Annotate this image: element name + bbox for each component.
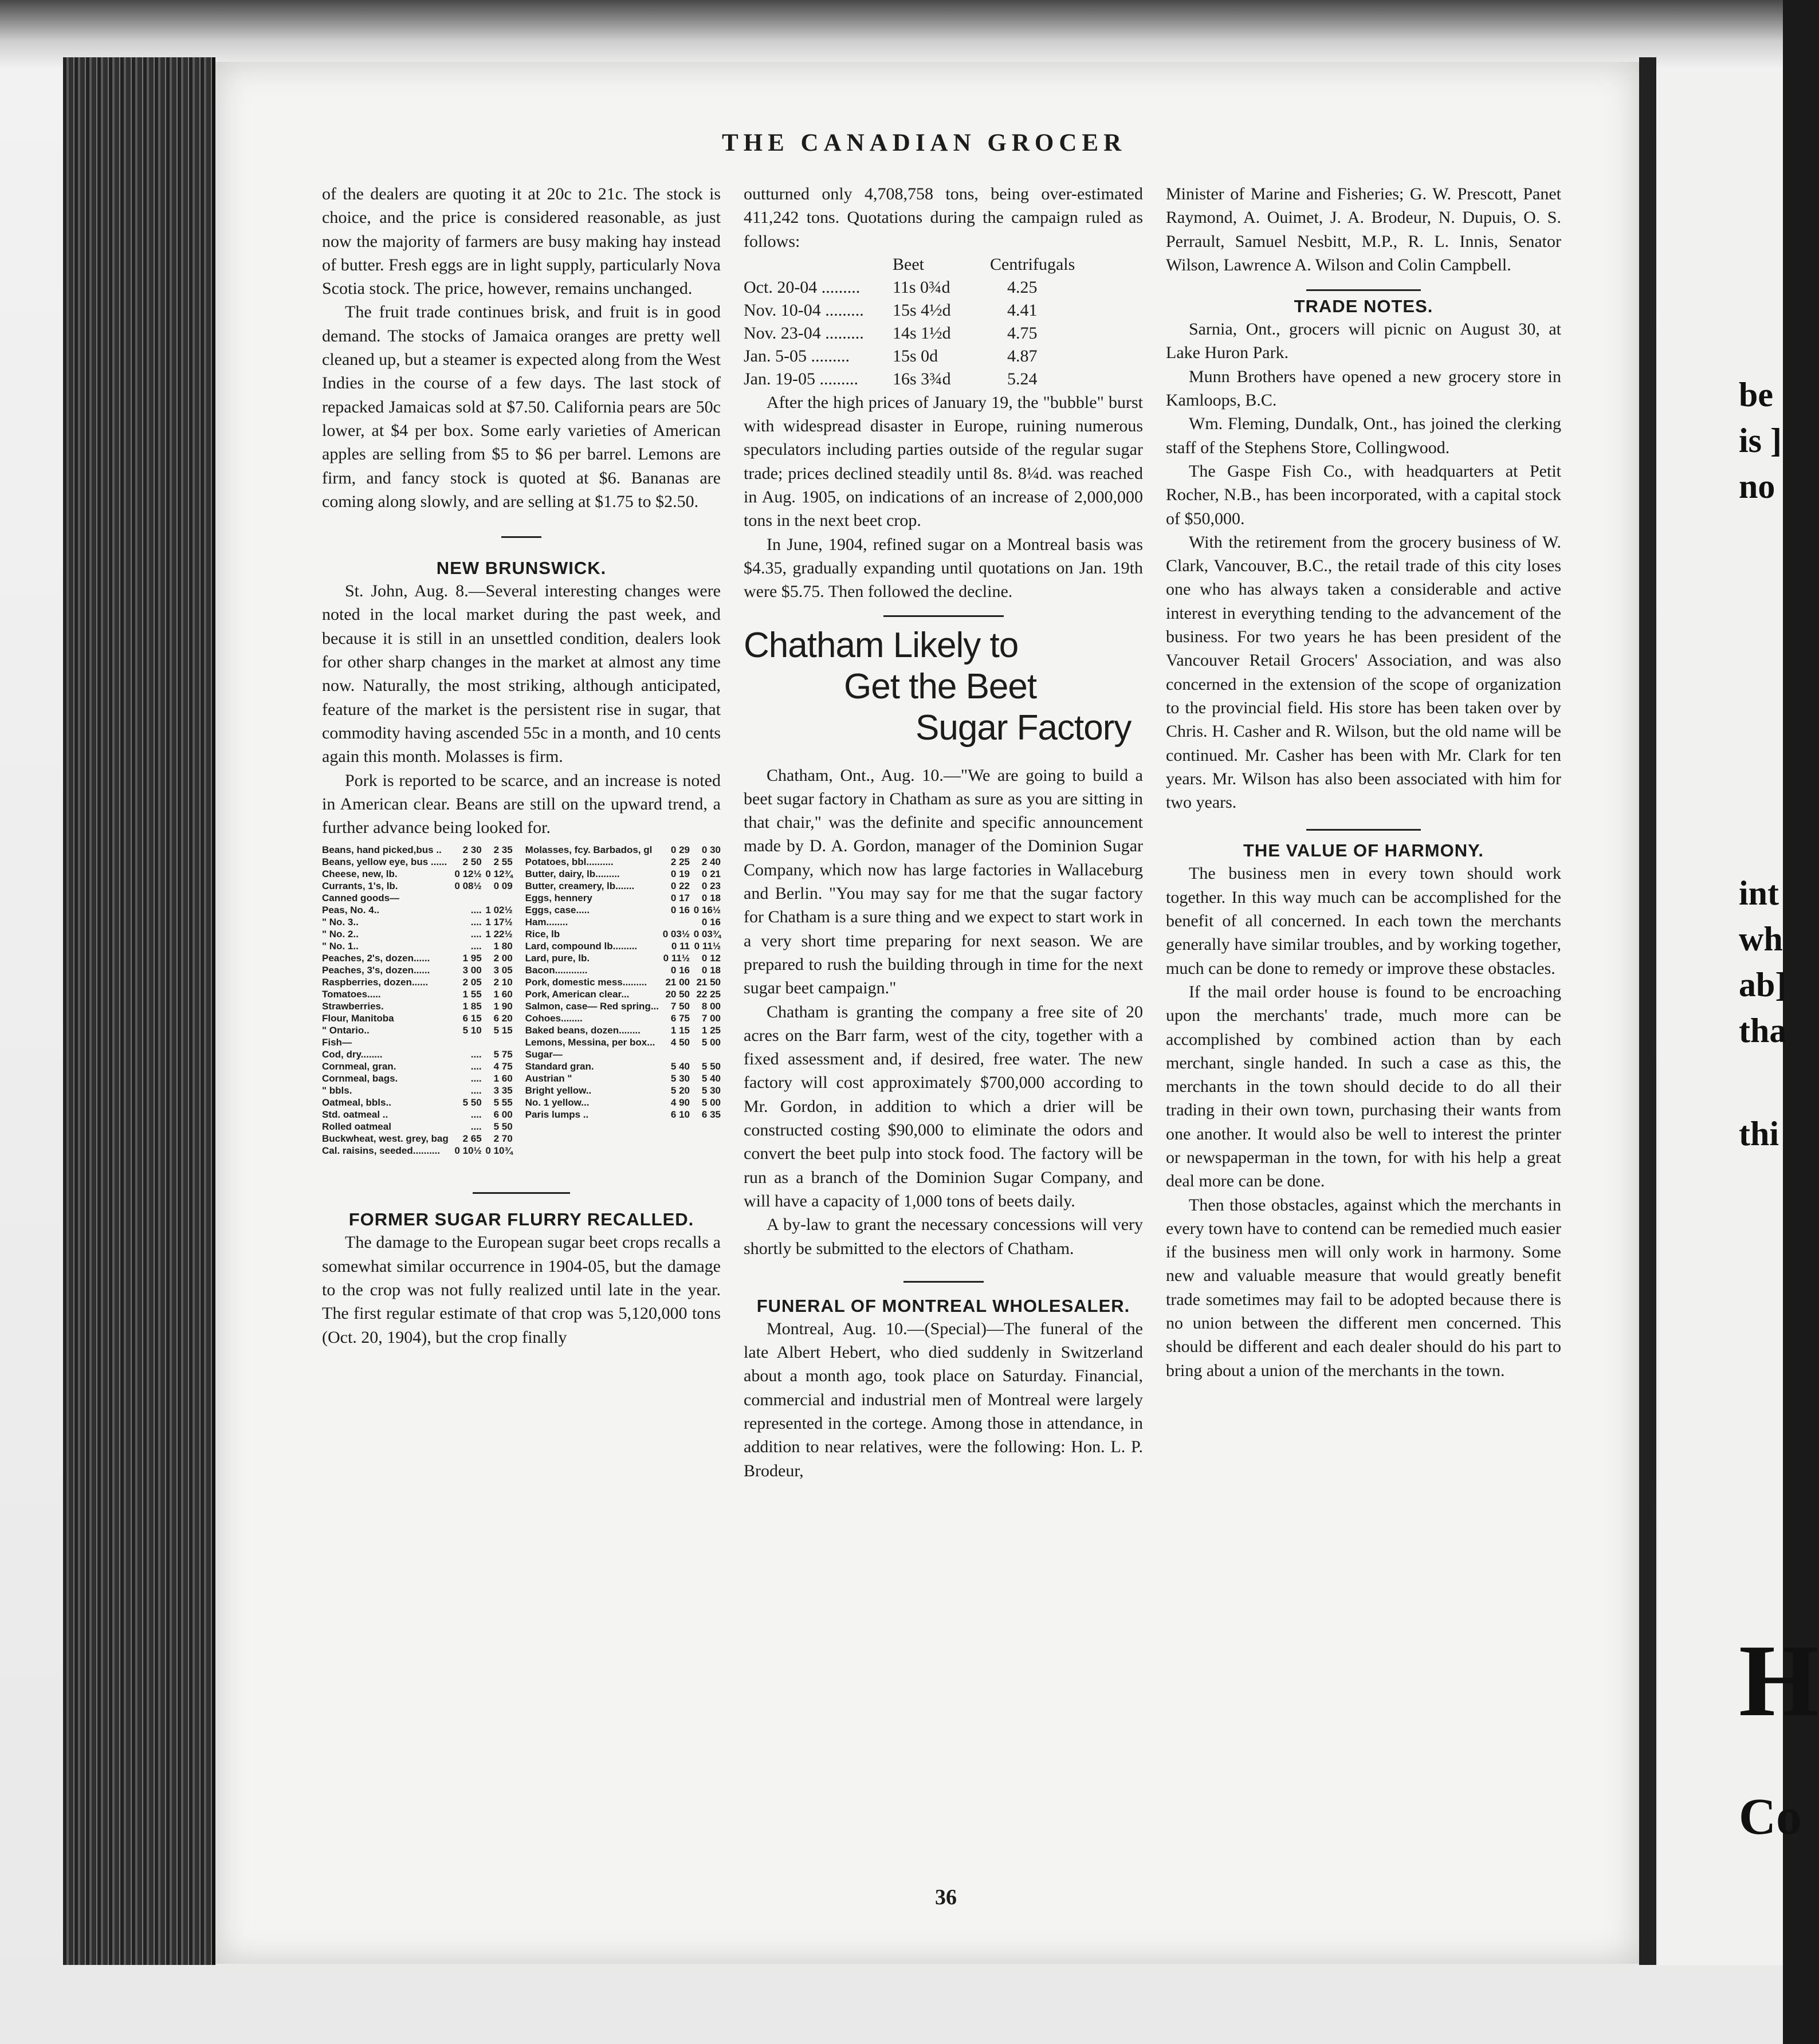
price-item-name: Pork, American clear... xyxy=(525,989,630,1000)
price-row xyxy=(525,928,721,940)
price-low xyxy=(659,916,690,928)
price-low: 0 17 xyxy=(670,893,690,904)
price-row xyxy=(525,952,721,964)
price-low xyxy=(451,892,482,904)
next-page-fragment: no xyxy=(1739,467,1775,505)
price-high: 6 20 xyxy=(493,1013,513,1024)
price-low: 6 15 xyxy=(462,1013,482,1024)
next-page-fragment: be xyxy=(1739,376,1773,414)
price-row xyxy=(322,1109,513,1121)
price-low: 0 29 xyxy=(670,844,690,856)
price-row xyxy=(322,1096,513,1109)
price-row xyxy=(322,976,513,988)
price-item-name: Cod, dry........ xyxy=(322,1049,383,1060)
price-high: 5 30 xyxy=(701,1085,721,1096)
price-list xyxy=(322,844,721,1157)
price-row xyxy=(322,1048,513,1060)
price-high: 1 25 xyxy=(701,1025,721,1036)
price-high: 0 30 xyxy=(701,844,721,856)
table-row xyxy=(744,368,1143,391)
price-low xyxy=(659,1048,690,1060)
price-low: 0 11 xyxy=(671,941,690,952)
price-row xyxy=(525,1012,721,1024)
price-high: 3 05 xyxy=(493,965,513,976)
next-page-fragment: wh xyxy=(1739,920,1783,958)
price-high: 2 40 xyxy=(701,856,721,868)
column-2 xyxy=(744,182,1143,1483)
price-low: 2 25 xyxy=(670,856,690,868)
table-row xyxy=(744,276,1143,299)
price-item-name: Eggs, case..... xyxy=(525,905,590,916)
headline-line: Get the Beet xyxy=(844,666,1037,706)
price-row xyxy=(525,1024,721,1036)
price-item-name: Lard, compound lb......... xyxy=(525,941,638,952)
price-item-name: Std. oatmeal .. xyxy=(322,1109,388,1121)
price-item-name: Peaches, 2's, dozen...... xyxy=(322,953,430,964)
price-low: 1 15 xyxy=(670,1025,690,1036)
price-high: 0 18 xyxy=(701,893,721,904)
table-cell-centrifugals: 4.87 xyxy=(1007,346,1038,365)
price-high xyxy=(482,1036,513,1048)
price-high: 4 75 xyxy=(493,1061,513,1072)
price-high: 0 16½ xyxy=(693,905,721,916)
price-high: 5 40 xyxy=(701,1073,721,1084)
page-gutter xyxy=(1639,57,1656,1965)
price-item-name: Cheese, new, lb. xyxy=(322,868,398,880)
price-high: 5 15 xyxy=(493,1025,513,1036)
body-paragraph: The Gaspe Fish Co., with headquarters at Petit Rocher, N.B., has been incorporated, with a capital stock of $50,000. xyxy=(1166,461,1561,528)
price-row xyxy=(525,1109,721,1121)
section-heading-sugar-flurry: FORMER SUGAR FLURRY RECALLED. xyxy=(348,1209,694,1230)
price-row xyxy=(322,856,513,868)
table-row xyxy=(744,322,1143,345)
price-item-name: Peaches, 3's, dozen...... xyxy=(322,965,430,976)
price-row xyxy=(525,856,721,868)
column-1 xyxy=(322,182,721,1349)
price-low: 2 50 xyxy=(462,856,482,868)
price-row xyxy=(525,904,721,916)
price-item-name: Beans, hand picked,bus .. xyxy=(322,844,442,856)
price-item-name: Peas, No. 4.. xyxy=(322,905,380,916)
body-paragraph: Montreal, Aug. 10.—(Special)—The funeral of the late Albert Hebert, who died suddenly in Switzerland about a month ago, took place on Saturday. Financial, commercial and industrial men of Montreal were largely represented in the cortege. Among those in attendance, in addition to near relatives, were the following: Hon. L. P. Brodeur, xyxy=(744,1319,1143,1480)
price-item-name: Potatoes, bbl.......... xyxy=(525,856,614,868)
next-page-fragment: ab] xyxy=(1739,966,1787,1004)
price-item-name: Bacon............ xyxy=(525,965,588,976)
price-low: .... xyxy=(470,1121,482,1133)
price-low: 1 85 xyxy=(462,1001,482,1012)
headline-line: Sugar Factory xyxy=(916,707,1132,748)
table-header-beet: Beet xyxy=(893,254,924,274)
body-paragraph: Pork is reported to be scarce, and an increase is noted in American clear. Beans are still on the upward trend, a further advance being looked for. xyxy=(322,771,721,838)
price-high: 2 00 xyxy=(493,953,513,964)
price-row xyxy=(322,1133,513,1145)
price-item-name: " bbls. xyxy=(322,1085,352,1096)
price-high: 5 00 xyxy=(701,1037,721,1048)
price-low: .... xyxy=(470,1061,482,1072)
price-low: 2 65 xyxy=(462,1133,482,1145)
price-high xyxy=(690,1048,721,1060)
price-row xyxy=(322,916,513,928)
price-row xyxy=(525,868,721,880)
table-cell-date: Oct. 20-04 ......... xyxy=(744,277,861,297)
price-row xyxy=(525,1084,721,1096)
price-row xyxy=(322,892,513,904)
price-item-name: Canned goods— xyxy=(322,893,400,904)
price-item-name: Beans, yellow eye, bus ...... xyxy=(322,856,447,868)
next-page-edge xyxy=(1659,74,1819,1965)
price-row xyxy=(322,940,513,952)
price-item-name: " No. 3.. xyxy=(322,917,359,928)
price-high: 5 00 xyxy=(701,1097,721,1109)
price-row xyxy=(322,952,513,964)
price-row xyxy=(525,1036,721,1048)
price-item-name: Buckwheat, west. grey, bag xyxy=(322,1133,449,1145)
price-item-name: Rolled oatmeal xyxy=(322,1121,391,1133)
price-low: 0 12½ xyxy=(454,868,482,880)
price-row xyxy=(322,904,513,916)
price-high: 1 60 xyxy=(493,1073,513,1084)
price-item-name: Currants, 1's, lb. xyxy=(322,881,398,892)
section-rule xyxy=(1306,289,1421,291)
price-row xyxy=(525,1000,721,1012)
table-cell-beet: 15s 0d xyxy=(893,346,938,365)
price-low: 0 10½ xyxy=(454,1145,482,1157)
section-rule xyxy=(1306,829,1421,831)
column-3 xyxy=(1166,182,1561,1382)
body-paragraph: If the mail order house is found to be encroaching upon the merchants' trade, much more can be accomplished by combined action than by each merchant, single handed. In such a case as this, the merchants in the town should decide to do all their trading in their own town, purchasing their wants from one another. It would also be well to interest the printer or newspaperman in the town, for with his help a great deal more can be done. xyxy=(1166,982,1561,1191)
price-row xyxy=(525,940,721,952)
price-low: 20 50 xyxy=(665,989,690,1000)
price-low: .... xyxy=(470,1109,482,1121)
price-row xyxy=(525,1096,721,1109)
section-rule xyxy=(903,1281,984,1283)
body-paragraph: In June, 1904, refined sugar on a Montreal basis was $4.35, gradually expanding until quotations on Jan. 19th were $5.75. Then followed the decline. xyxy=(744,534,1143,602)
table-cell-date: Jan. 19-05 ......... xyxy=(744,369,858,388)
price-low: 5 40 xyxy=(670,1061,690,1072)
price-item-name: Strawberries. xyxy=(322,1001,384,1012)
price-high: 5 50 xyxy=(701,1061,721,1072)
price-high: 21 50 xyxy=(696,977,721,988)
price-row xyxy=(322,1145,513,1157)
price-high: 7 00 xyxy=(701,1013,721,1024)
price-high: 2 10 xyxy=(493,977,513,988)
running-header: THE CANADIAN GROCER xyxy=(722,129,1127,156)
table-cell-date: Nov. 10-04 ......... xyxy=(744,300,864,320)
price-high: 22 25 xyxy=(696,989,721,1000)
body-paragraph: of the dealers are quoting it at 20c to 21c. The stock is choice, and the price is considered reasonable, as just now the majority of farmers are busy making hay instead of butter. Fresh eggs are in light supply, particularly Nova Scotia stock. The price, however, remains unchanged. xyxy=(322,184,721,298)
price-low: .... xyxy=(470,1085,482,1096)
price-item-name: Cal. raisins, seeded.......... xyxy=(322,1145,440,1157)
body-paragraph: The damage to the European sugar beet crops recalls a somewhat similar occurrence in 1904-05, but the damage to the crop was not fully realized until late in the year. The first regular estimate of that crop was 5,120,000 tons (Oct. 20, 1904), but the crop finally xyxy=(322,1233,721,1347)
price-row xyxy=(322,1084,513,1096)
next-page-fragment: H xyxy=(1739,1624,1819,1738)
price-item-name: Butter, creamery, lb....... xyxy=(525,881,635,892)
price-high: 0 09 xyxy=(493,881,513,892)
price-row xyxy=(525,976,721,988)
price-item-name: Flour, Manitoba xyxy=(322,1013,394,1024)
price-high: 1 90 xyxy=(493,1001,513,1012)
price-low: 6 10 xyxy=(670,1109,690,1121)
price-item-name: Sugar— xyxy=(525,1049,563,1060)
price-high: 2 70 xyxy=(493,1133,513,1145)
section-rule xyxy=(473,1192,570,1194)
price-item-name: Lemons, Messina, per box... xyxy=(525,1037,655,1048)
price-low: 5 20 xyxy=(670,1085,690,1096)
table-cell-date: Jan. 5-05 ......... xyxy=(744,346,850,365)
price-item-name: Cornmeal, bags. xyxy=(322,1073,398,1084)
price-high: 2 55 xyxy=(493,856,513,868)
price-high: 0 16 xyxy=(701,917,721,928)
price-high: 0 11½ xyxy=(694,941,721,952)
price-low: 2 30 xyxy=(462,844,482,856)
body-paragraph: Wm. Fleming, Dundalk, Ont., has joined the clerking staff of the Stephens Store, Collingwood. xyxy=(1166,414,1561,457)
table-cell-centrifugals: 4.41 xyxy=(1007,300,1038,320)
body-paragraph: The fruit trade continues brisk, and fruit is in good demand. The stocks of Jamaica oranges are pretty well cleaned up, but a steamer is expected along from the West Indies in the course of a few days. The last stock of repacked Jamaicas sold at $7.50. California pears are 50c lower, at $4 per box. Some early varieties of American apples are selling from $5 to $6 per barrel. Lemons are firm, and fancy stock is quoted at $6. Bananas are coming along slowly, and are selling at $1.75 to $2.50. xyxy=(322,302,721,511)
section-heading-funeral: FUNERAL OF MONTREAL WHOLESALER. xyxy=(756,1295,1130,1316)
price-item-name: Rice, lb xyxy=(525,929,560,940)
price-high: 0 10¾ xyxy=(485,1145,513,1157)
body-paragraph: The business men in every town should work together. In this way much can be accomplished for the benefit of all concerned. In each town the merchants generally have similar troubles, and by working together, much can be done to remedy or improve these obstacles. xyxy=(1166,864,1561,978)
price-row xyxy=(322,964,513,976)
body-paragraph: Munn Brothers have opened a new grocery store in Kamloops, B.C. xyxy=(1166,367,1561,410)
body-paragraph: Minister of Marine and Fisheries; G. W. Prescott, Panet Raymond, A. Ouimet, J. A. Brodeur, N. Dupuis, O. S. Perrault, Samuel Nesbitt, M.P., R. L. Innis, Senator Wilson, Lawrence A. Wilson and Colin Campbell. xyxy=(1166,184,1561,274)
price-high: 1 60 xyxy=(493,989,513,1000)
price-low: 5 10 xyxy=(462,1025,482,1036)
price-row xyxy=(322,928,513,940)
price-high: 8 00 xyxy=(701,1001,721,1012)
price-item-name: Oatmeal, bbls.. xyxy=(322,1097,391,1109)
price-high: 1 02½ xyxy=(485,905,513,916)
price-low xyxy=(451,1036,482,1048)
price-high: 6 00 xyxy=(493,1109,513,1121)
price-high: 0 03¾ xyxy=(693,929,721,940)
body-paragraph: St. John, Aug. 8.—Several interesting changes were noted in the local market during the past week, and because it is still in an unsettled condition, dealers look for other sharp changes in the market at almost any time now. Naturally, the most striking, although anticipated, feature of the market is the persistent rise in sugar, that commodity having ascended 55c in a month, and 10 cents again this month. Molasses is firm. xyxy=(322,581,721,767)
price-low: 3 00 xyxy=(462,965,482,976)
price-high: 5 75 xyxy=(493,1049,513,1060)
price-item-name: Cornmeal, gran. xyxy=(322,1061,396,1072)
body-paragraph: Chatham, Ont., Aug. 10.—"We are going to build a beet sugar factory in Chatham as sure as you are sitting in that chair," was the definite and specific announcement made by D. A. Gordon, manager of the Dominion Sugar Company, which now has large factories in Wallaceburg and Berlin. "You may say for me that the sugar factory for Chatham is a sure thing and we expect to start work in a very short time preparing for next season. We are prepared to rush the building through in time for the next sugar beet campaign." xyxy=(744,765,1143,998)
price-item-name: Paris lumps .. xyxy=(525,1109,589,1121)
price-low: 0 22 xyxy=(670,881,690,892)
body-paragraph: Chatham is granting the company a free site of 20 acres on the Barr farm, west of the city, together with a fixed assessment and, if desired, free water. The new factory will cost approximately $700,000 according to Mr. Gordon, in addition to which a drier will be constructed costing $90,000 to eliminate the odors and convert the beet pulp into stock food. The factory will be run as a branch of the Dominion Sugar Company, and will have a capacity of 1,000 tons of beets daily. xyxy=(744,1002,1143,1210)
price-item-name: Eggs, hennery xyxy=(525,893,592,904)
price-low: .... xyxy=(470,1073,482,1084)
price-high: 0 12 xyxy=(701,953,721,964)
table-cell-centrifugals: 4.75 xyxy=(1007,323,1038,343)
price-item-name: Salmon, case— Red spring... xyxy=(525,1001,659,1012)
price-row xyxy=(322,1072,513,1084)
price-item-name: Lard, pure, lb. xyxy=(525,953,590,964)
price-row xyxy=(322,868,513,880)
table-cell-centrifugals: 5.24 xyxy=(1007,369,1038,388)
price-low: 0 16 xyxy=(670,965,690,976)
price-item-name: Butter, dairy, lb......... xyxy=(525,868,620,880)
price-low: 7 50 xyxy=(670,1001,690,1012)
section-rule xyxy=(501,536,541,538)
price-low: 21 00 xyxy=(665,977,690,988)
table-row xyxy=(744,345,1143,368)
price-low: .... xyxy=(470,929,482,940)
next-page-fragment: int xyxy=(1739,874,1779,912)
price-item-name: Ham........ xyxy=(525,917,568,928)
price-item-name: Austrian " xyxy=(525,1073,572,1084)
table-row xyxy=(744,299,1143,322)
price-high: 2 35 xyxy=(493,844,513,856)
table-cell-date: Nov. 23-04 ......... xyxy=(744,323,864,343)
price-high: 5 50 xyxy=(493,1121,513,1133)
body-paragraph: Then those obstacles, against which the merchants in every town have to contend can be remedied much easier if the business men will only work in harmony. Some new and valuable measure that would greatly benefit trade sometimes may fail to be adopted because there is no union between the different men concerned. This should be different and each dealer should do his part to bring about a union of the merchants in the town. xyxy=(1166,1195,1561,1380)
table-cell-centrifugals: 4.25 xyxy=(1007,277,1038,297)
price-low: .... xyxy=(470,905,482,916)
body-paragraph: outturned only 4,708,758 tons, being over-estimated 411,242 tons. Quotations during the campaign ruled as follows: xyxy=(744,184,1143,251)
price-row xyxy=(322,1012,513,1024)
price-row xyxy=(322,1121,513,1133)
price-row xyxy=(322,1060,513,1072)
price-item-name: Raspberries, dozen...... xyxy=(322,977,429,988)
price-high: 0 18 xyxy=(701,965,721,976)
scan-top-shadow xyxy=(0,0,1783,69)
price-item-name: Fish— xyxy=(322,1037,352,1048)
table-cell-beet: 15s 4½d xyxy=(893,300,951,320)
headline-chatham xyxy=(744,625,1143,749)
body-paragraph: With the retirement from the grocery business of W. Clark, Vancouver, B.C., the retail trade of this city loses one who has always taken a considerable and active interest in everything tending to the advancement of the business. For two years he has been president of the Vancouver Retail Grocers' Association, and was also concerned in the extension of the scope of organization to the provincial field. His store has been taken over by Chris. H. Casher and R. Wilson, but the old name will be continued. Mr. Casher has been with Mr. Clark for ten years. Mr. Wilson has also been associated with him for two years. xyxy=(1166,532,1561,812)
table-cell-beet: 14s 1½d xyxy=(893,323,951,343)
price-row xyxy=(525,1048,721,1060)
price-low: 4 50 xyxy=(670,1037,690,1048)
price-item-name: Tomatoes..... xyxy=(322,989,381,1000)
price-row xyxy=(525,844,721,856)
next-page-fragment: tha xyxy=(1739,1012,1787,1049)
price-high: 5 55 xyxy=(493,1097,513,1109)
price-high xyxy=(482,892,513,904)
price-row xyxy=(525,892,721,904)
table-header-centrifugals: Centrifugals xyxy=(990,254,1075,274)
body-paragraph: After the high prices of January 19, the "bubble" burst with widespread disaster in Europe, ruining numerous speculators including parties outside of the regular sugar trade; prices declined steadily until 8s. 8¼d. was reached in Aug. 1905, on indications of an increase of 2,000,000 tons in the next beet crop. xyxy=(744,392,1143,530)
price-row xyxy=(525,916,721,928)
body-paragraph: A by-law to grant the necessary concessions will very shortly be submitted to the electors of Chatham. xyxy=(744,1215,1143,1258)
price-low: 5 30 xyxy=(670,1073,690,1084)
price-item-name: " No. 2.. xyxy=(322,929,359,940)
price-row xyxy=(322,1000,513,1012)
price-item-name: Standard gran. xyxy=(525,1061,594,1072)
price-low: 1 55 xyxy=(462,989,482,1000)
section-heading-trade-notes: TRADE NOTES. xyxy=(1294,296,1433,317)
price-low: 1 95 xyxy=(462,953,482,964)
table-cell-beet: 16s 3¾d xyxy=(893,369,951,388)
price-row xyxy=(525,1072,721,1084)
price-list-right xyxy=(525,844,721,1157)
price-item-name: No. 1 yellow... xyxy=(525,1097,590,1109)
price-low: 5 50 xyxy=(462,1097,482,1109)
price-low: 0 08½ xyxy=(454,881,482,892)
next-page-fragment: Co xyxy=(1739,1789,1802,1845)
price-item-name: Cohoes........ xyxy=(525,1013,583,1024)
price-low: 2 05 xyxy=(462,977,482,988)
price-row xyxy=(322,988,513,1000)
price-high: 0 12¾ xyxy=(485,868,513,880)
price-low: 6 75 xyxy=(670,1013,690,1024)
price-low: 0 11½ xyxy=(663,953,690,964)
table-cell-beet: 11s 0¾d xyxy=(893,277,950,297)
table-header-row xyxy=(744,253,1143,276)
price-high: 6 35 xyxy=(701,1109,721,1121)
price-row xyxy=(322,844,513,856)
book-spine xyxy=(63,57,215,1965)
price-list-left xyxy=(322,844,513,1157)
price-row xyxy=(525,988,721,1000)
section-rule xyxy=(883,615,1004,617)
price-low: 0 03½ xyxy=(662,929,690,940)
price-row xyxy=(525,880,721,892)
price-row xyxy=(322,1036,513,1048)
price-item-name: " Ontario.. xyxy=(322,1025,370,1036)
price-item-name: Baked beans, dozen........ xyxy=(525,1025,641,1036)
price-item-name: " No. 1.. xyxy=(322,941,359,952)
section-heading-harmony: THE VALUE OF HARMONY. xyxy=(1243,840,1484,861)
section-heading-new-brunswick: NEW BRUNSWICK. xyxy=(436,558,607,579)
price-low: 0 19 xyxy=(670,868,690,880)
price-row xyxy=(322,1024,513,1036)
price-high: 0 23 xyxy=(701,881,721,892)
price-row xyxy=(525,964,721,976)
headline-line: Chatham Likely to xyxy=(744,625,1019,665)
price-low: 0 16 xyxy=(670,905,690,916)
price-row xyxy=(322,880,513,892)
next-page-fragment: thi xyxy=(1739,1115,1779,1153)
sugar-quotations-table xyxy=(744,253,1143,391)
price-low: .... xyxy=(470,917,482,928)
price-item-name: Bright yellow.. xyxy=(525,1085,592,1096)
price-row xyxy=(525,1060,721,1072)
price-item-name: Molasses, fcy. Barbados, gl xyxy=(525,844,653,856)
price-low: .... xyxy=(470,941,482,952)
page-number: 36 xyxy=(935,1885,957,1909)
price-high: 0 21 xyxy=(701,868,721,880)
price-high: 3 35 xyxy=(493,1085,513,1096)
price-high: 1 80 xyxy=(493,941,513,952)
price-high: 1 17½ xyxy=(485,917,513,928)
price-high: 1 22½ xyxy=(485,929,513,940)
price-item-name: Pork, domestic mess......... xyxy=(525,977,647,988)
price-low: .... xyxy=(470,1049,482,1060)
body-paragraph: Sarnia, Ont., grocers will picnic on August 30, at Lake Huron Park. xyxy=(1166,320,1561,363)
price-low: 4 90 xyxy=(670,1097,690,1109)
next-page-fragment: is ] xyxy=(1739,422,1782,459)
